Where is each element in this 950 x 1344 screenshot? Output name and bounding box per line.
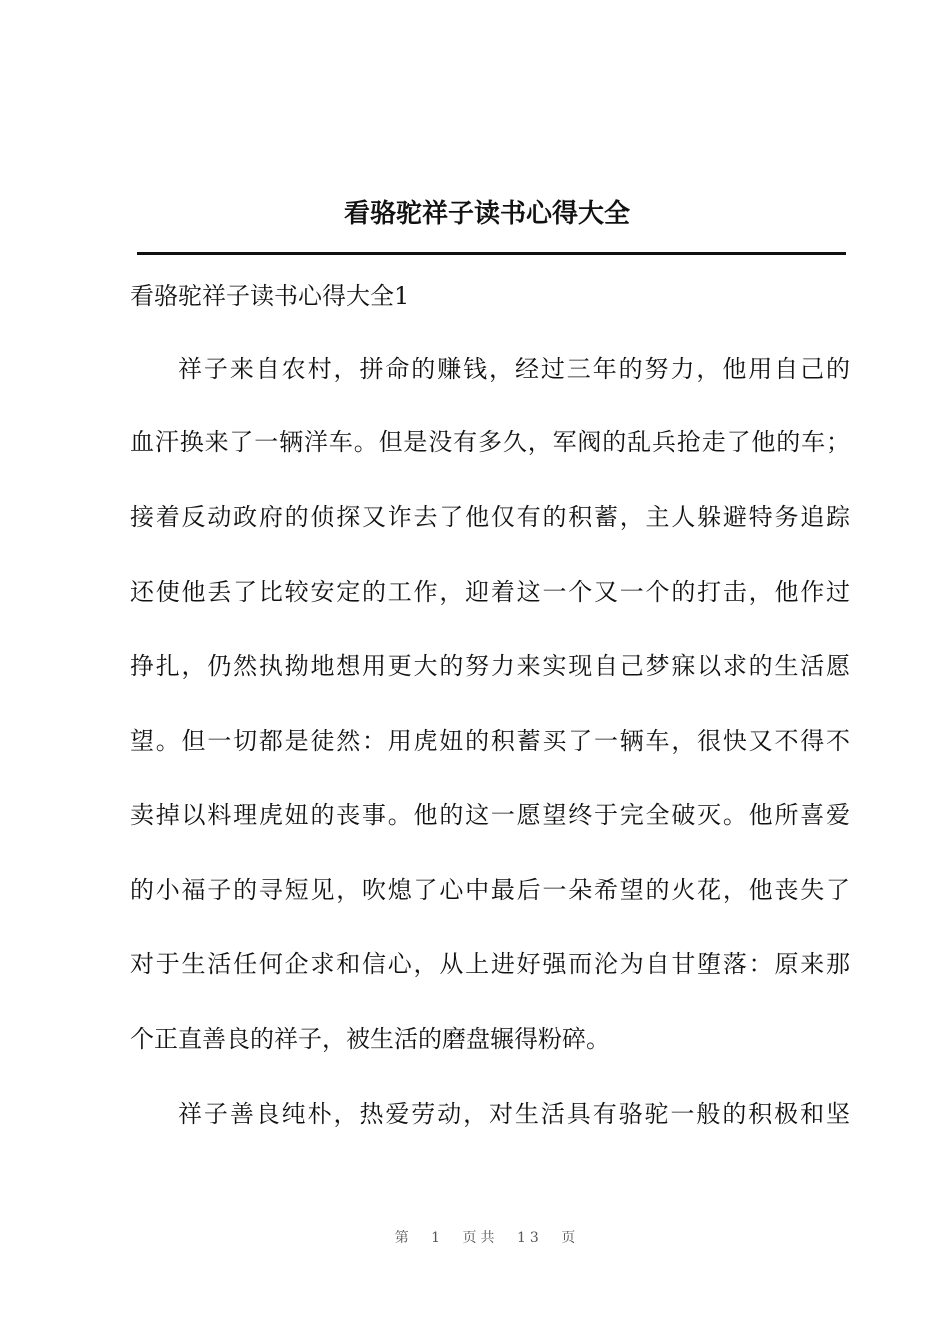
paragraph-line: 还使他丢了比较安定的工作，迎着这一个又一个的打击，他作过 [130,578,850,606]
paragraph-line: 血汗换来了一辆洋车。但是没有多久，军阀的乱兵抢走了他的车； [130,428,850,456]
title-underline [137,252,846,255]
document-title: 看骆驼祥子读书心得大全 [343,199,630,229]
paragraph-line: 祥子来自农村，拼命的赚钱，经过三年的努力，他用自己的 [178,355,850,383]
paragraph-line: 挣扎，仍然执拗地想用更大的努力来实现自己梦寐以求的生活愿 [130,652,850,680]
paragraph-line: 卖掉以料理虎妞的丧事。他的这一愿望终于完全破灭。他所喜爱 [130,801,850,829]
page-number-footer: 第 1 页共 13 页 [394,1230,580,1246]
paragraph-line: 接着反动政府的侦探又诈去了他仅有的积蓄，主人躲避特务追踪 [130,503,850,531]
paragraph-line: 个正直善良的祥子，被生活的磨盘辗得粉碎。 [130,1025,610,1053]
section-heading: 看骆驼祥子读书心得大全1 [130,282,410,310]
paragraph-line: 祥子善良纯朴，热爱劳动，对生活具有骆驼一般的积极和坚 [178,1100,850,1128]
paragraph-line: 望。但一切都是徒然：用虎妞的积蓄买了一辆车，很快又不得不 [130,727,850,755]
paragraph-line: 对于生活任何企求和信心，从上进好强而沦为自甘堕落：原来那 [130,950,850,978]
paragraph-line: 的小福子的寻短见，吹熄了心中最后一朵希望的火花，他丧失了 [130,876,850,904]
